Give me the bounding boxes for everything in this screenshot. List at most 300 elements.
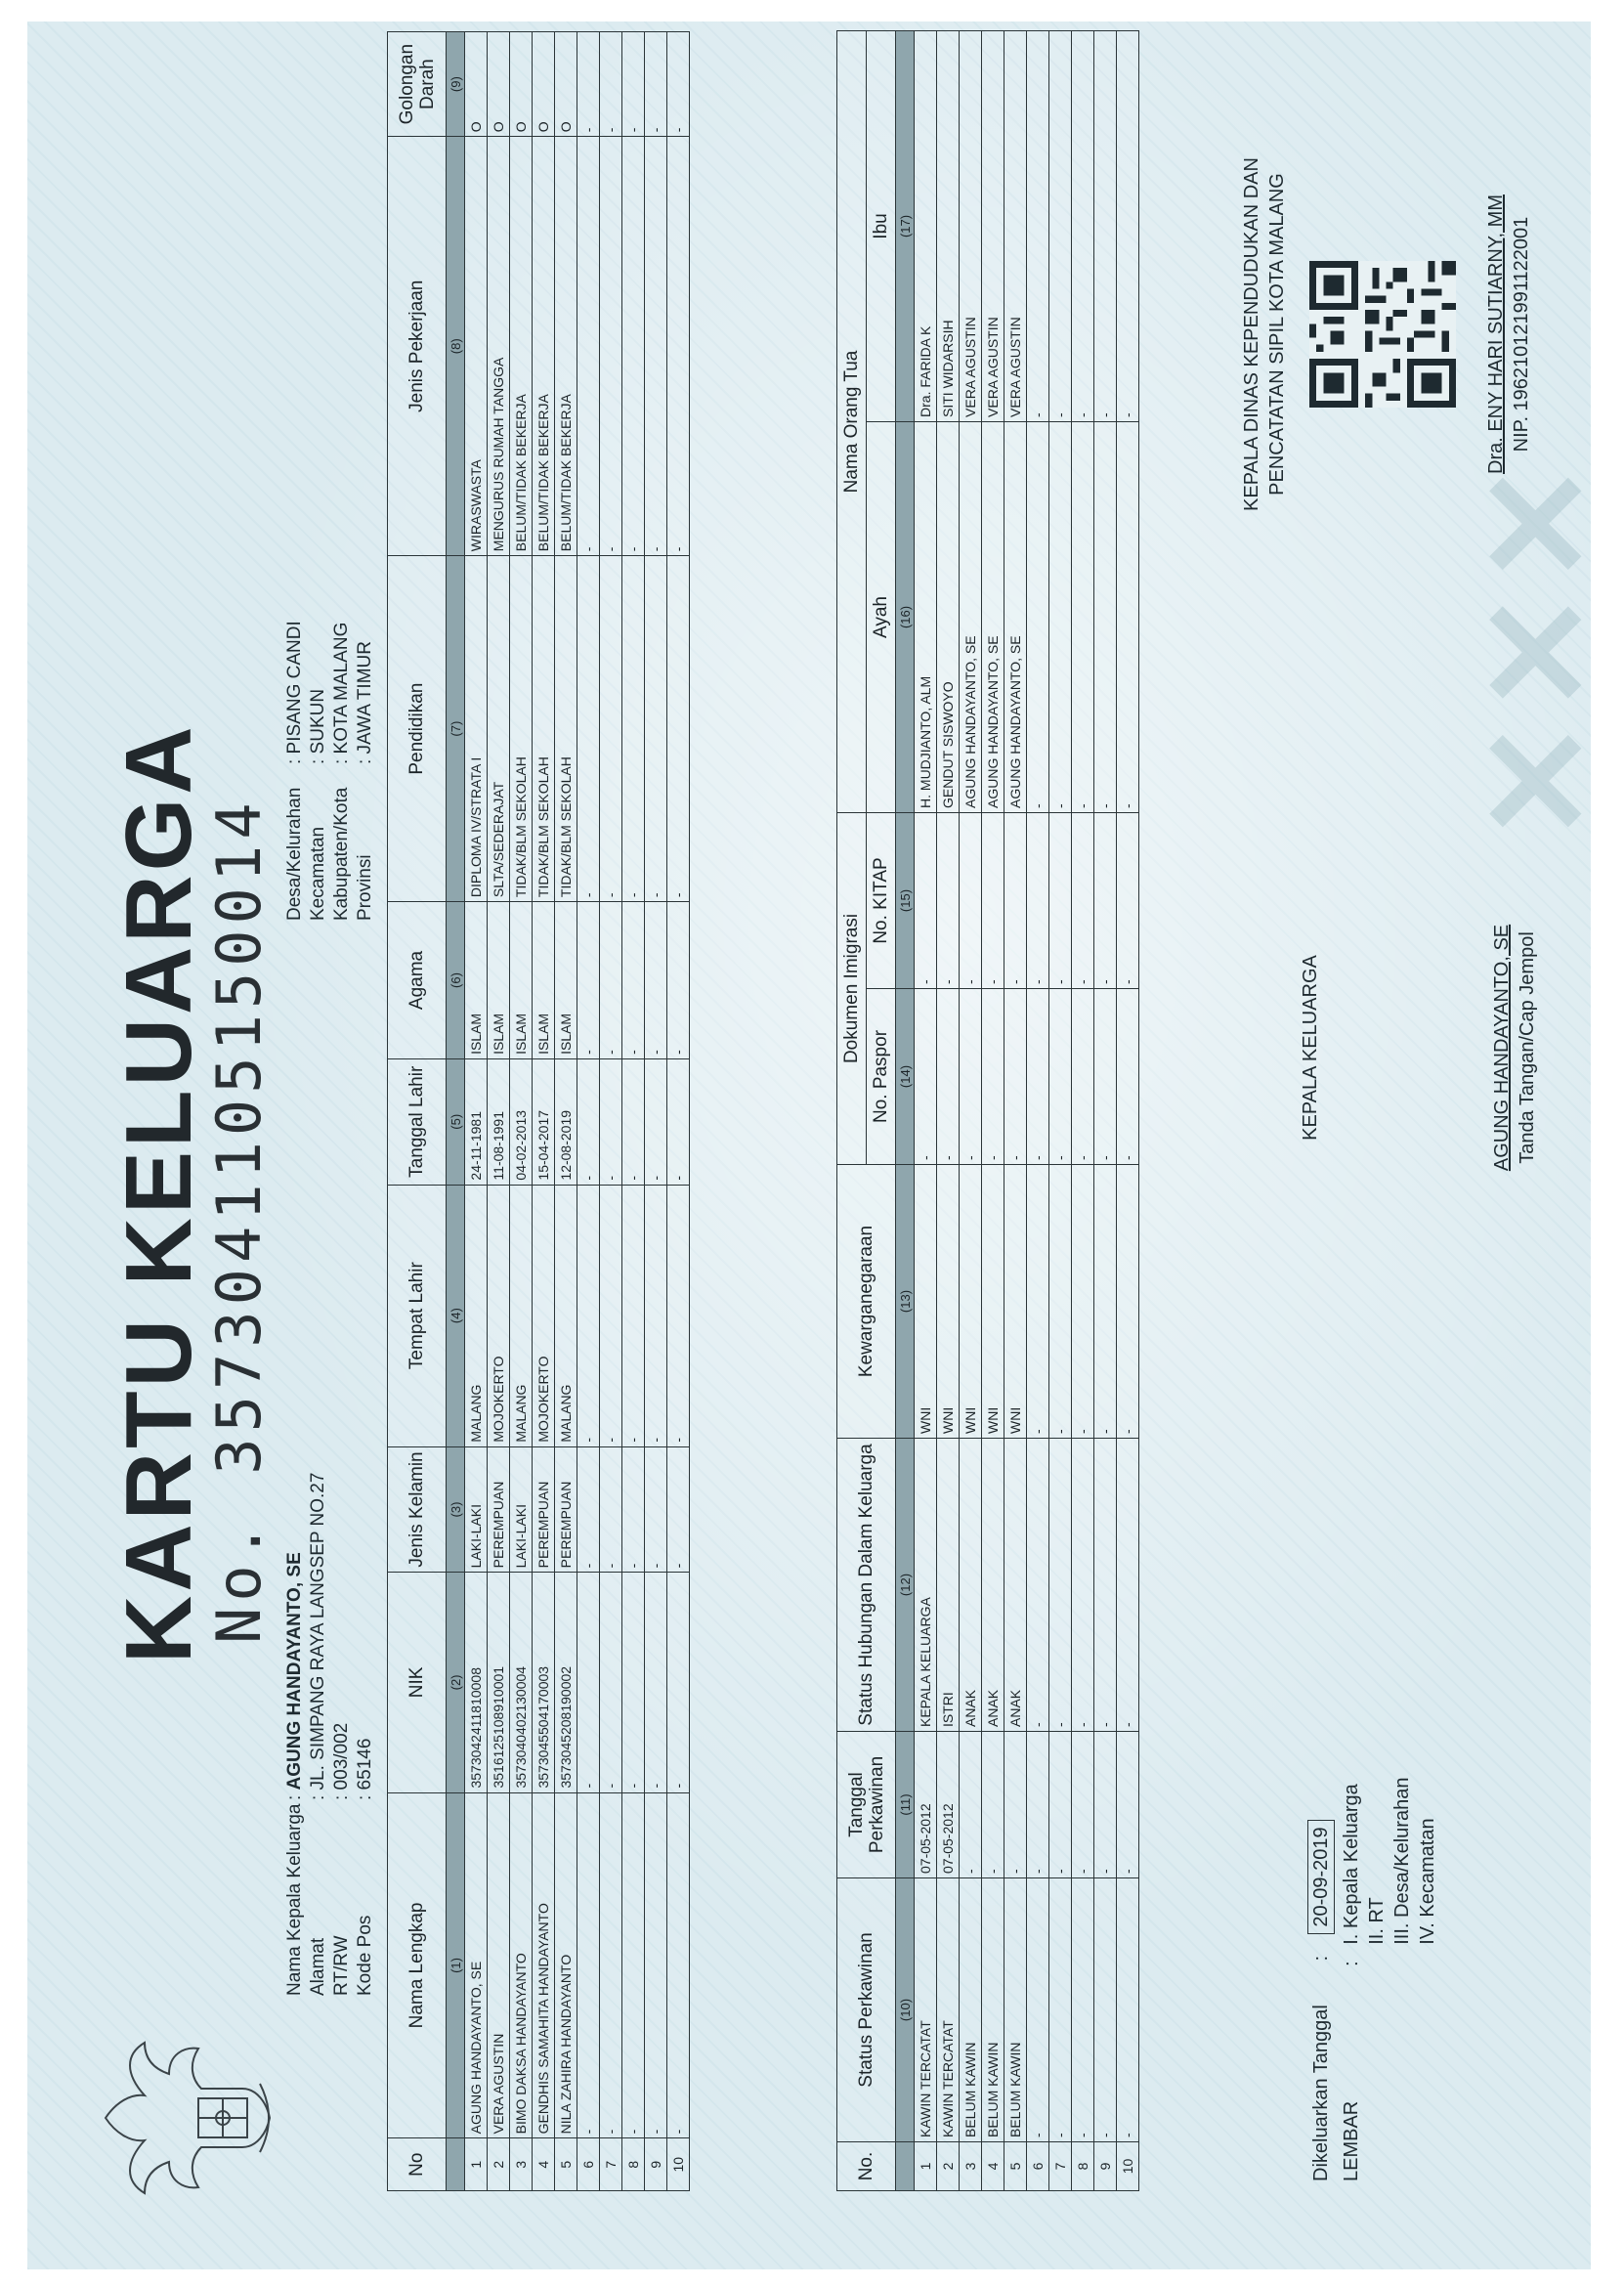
table2-cell: - bbox=[1049, 1439, 1072, 1732]
table2-cell: KAWIN TERCATAT bbox=[937, 1878, 960, 2142]
table2-row bbox=[1072, 30, 1094, 2190]
table2-cell: - bbox=[1027, 1732, 1049, 1878]
document-rotated-content bbox=[27, 22, 1620, 2269]
table1-cell: 3573042411810008 bbox=[465, 1573, 488, 1792]
table2-cell: - bbox=[1117, 30, 1139, 421]
table1-colnum: (4) bbox=[447, 1185, 465, 1446]
table1-header-pendidikan: Pendidikan bbox=[388, 556, 447, 902]
table1-cell: - bbox=[667, 1058, 690, 1185]
table2-cell: - bbox=[982, 812, 1004, 988]
table2-cell: ANAK bbox=[1004, 1439, 1027, 1732]
table1-cell: DIPLOMA IV/STRATA I bbox=[465, 556, 488, 902]
table2-cell: - bbox=[1049, 1878, 1072, 2142]
document-title: KARTU KELUARGA bbox=[107, 722, 211, 1663]
table2-row bbox=[1027, 30, 1049, 2190]
table1-cell: - bbox=[622, 32, 645, 137]
table2-cell: Dra. FARIDA K bbox=[915, 30, 937, 421]
table2-cell: - bbox=[1094, 1878, 1117, 2142]
table1-cell: - bbox=[577, 137, 600, 556]
table1-colnum: (1) bbox=[447, 1792, 465, 2138]
header-kec-value: SUKUN bbox=[308, 688, 328, 755]
table2-cell: 8 bbox=[1072, 2142, 1094, 2191]
lembar-list bbox=[1339, 1778, 1440, 1945]
table2-colnum: (11) bbox=[896, 1732, 915, 1878]
kepala-dinas-title-1: KEPALA DINAS KEPENDUDUKAN DAN bbox=[1241, 157, 1262, 511]
table1-row bbox=[488, 32, 510, 2191]
family-members-table bbox=[387, 31, 690, 2191]
table2-cell: 9 bbox=[1094, 2142, 1117, 2191]
colon: : bbox=[1310, 1939, 1332, 1962]
table2-cell: - bbox=[937, 812, 960, 988]
table1-cell: - bbox=[645, 556, 667, 902]
table2-header-tanggal-perkawinan: Tanggal Perkawinan bbox=[837, 1732, 896, 1878]
table1-header-pekerjaan: Jenis Pekerjaan bbox=[388, 137, 447, 556]
table1-cell: - bbox=[600, 1573, 622, 1792]
table2-header-ibu: Ibu bbox=[867, 30, 896, 421]
table2-cell: KEPALA KELUARGA bbox=[915, 1439, 937, 1732]
table1-cell: O bbox=[533, 32, 555, 137]
table1-cell: MALANG bbox=[555, 1185, 577, 1446]
table2-cell: - bbox=[1072, 421, 1094, 812]
table1-cell: 8 bbox=[622, 2138, 645, 2191]
header-nama-row bbox=[283, 1473, 307, 1996]
table1-header-agama: Agama bbox=[388, 902, 447, 1059]
table1-header-no: No bbox=[388, 2138, 447, 2191]
table1-cell: 15-04-2017 bbox=[533, 1058, 555, 1185]
table2-cell: - bbox=[1049, 421, 1072, 812]
table1-cell: - bbox=[667, 1185, 690, 1446]
table2-cell: WNI bbox=[1004, 1165, 1027, 1439]
header-alamat-value: JL. SIMPANG RAYA LANGSEP NO.27 bbox=[308, 1472, 328, 1791]
table2-colnum: (12) bbox=[896, 1439, 915, 1732]
table1-cell: O bbox=[465, 32, 488, 137]
table2-cell: - bbox=[1027, 812, 1049, 988]
table1-cell: MALANG bbox=[510, 1185, 533, 1446]
table1-header-tempat-lahir: Tempat Lahir bbox=[388, 1185, 447, 1446]
table1-cell: 3573040402130004 bbox=[510, 1573, 533, 1792]
table1-colnum: (2) bbox=[447, 1573, 465, 1792]
table1-cell: TIDAK/BLM SEKOLAH bbox=[555, 556, 577, 902]
table2-cell: - bbox=[1094, 989, 1117, 1165]
kepala-keluarga-signature-block bbox=[1298, 803, 1540, 1292]
table2-cell: 10 bbox=[1117, 2142, 1139, 2191]
table2-cell: - bbox=[1094, 812, 1117, 988]
table1-colnum: (5) bbox=[447, 1058, 465, 1185]
table1-cell: - bbox=[667, 1446, 690, 1573]
document-number: No. 3573041105150014 bbox=[203, 797, 275, 1644]
table1-cell: NILA ZAHIRA HANDAYANTO bbox=[555, 1792, 577, 2138]
table1-cell: - bbox=[622, 1058, 645, 1185]
signature-space bbox=[1323, 803, 1489, 1292]
table1-cell: - bbox=[577, 556, 600, 902]
lembar-item: III. Desa/Kelurahan bbox=[1391, 1777, 1413, 1945]
table1-cell: ISLAM bbox=[465, 902, 488, 1059]
table1-header-jk: Jenis Kelamin bbox=[388, 1446, 447, 1573]
table1-cell: MOJOKERTO bbox=[488, 1185, 510, 1446]
table1-cell: - bbox=[600, 1792, 622, 2138]
kartu-keluarga-document bbox=[27, 22, 1620, 2269]
table2-cell: ISTRI bbox=[937, 1439, 960, 1732]
table1-cell: LAKI-LAKI bbox=[465, 1446, 488, 1573]
table2-cell: - bbox=[1072, 1165, 1094, 1439]
table2-cell: - bbox=[1094, 1732, 1117, 1878]
table2-cell: 07-05-2012 bbox=[937, 1732, 960, 1878]
table1-header-nik: NIK bbox=[388, 1573, 447, 1792]
table2-header-no-paspor: No. Paspor bbox=[867, 989, 896, 1165]
table1-cell: ISLAM bbox=[510, 902, 533, 1059]
table2-cell: AGUNG HANDAYANTO, SE bbox=[982, 421, 1004, 812]
table2-colnum: (17) bbox=[896, 30, 915, 421]
footer-issue-info bbox=[1307, 1778, 1440, 2181]
table1-cell: - bbox=[645, 1792, 667, 2138]
qr-wrapper bbox=[1309, 61, 1456, 608]
table2-cell: - bbox=[1072, 1878, 1094, 2142]
table1-row bbox=[600, 32, 622, 2191]
table2-cell: BELUM KAWIN bbox=[1004, 1878, 1027, 2142]
table2-cell: - bbox=[1117, 1165, 1139, 1439]
dikeluarkan-date: 20-09-2019 bbox=[1307, 1820, 1335, 1933]
table1-column-number-row bbox=[447, 32, 465, 2191]
table2-cell: ANAK bbox=[960, 1439, 982, 1732]
table1-header-tanggal-lahir: Tanggal Lahir bbox=[388, 1058, 447, 1185]
table2-cell: SITI WIDARSIH bbox=[937, 30, 960, 421]
colon: : bbox=[331, 754, 352, 764]
lembar-label: LEMBAR bbox=[1341, 2100, 1362, 2181]
table1-cell: - bbox=[645, 32, 667, 137]
table1-cell: - bbox=[600, 902, 622, 1059]
table1-cell: - bbox=[667, 137, 690, 556]
table1-cell: 04-02-2013 bbox=[510, 1058, 533, 1185]
table1-cell: BELUM/TIDAK BEKERJA bbox=[533, 137, 555, 556]
table1-cell: PEREMPUAN bbox=[555, 1446, 577, 1573]
table1-cell: - bbox=[645, 1185, 667, 1446]
table1-cell: VERA AGUSTIN bbox=[488, 1792, 510, 2138]
table2-header-ayah: Ayah bbox=[867, 421, 896, 812]
table2-cell: - bbox=[1027, 30, 1049, 421]
table1-cell: - bbox=[622, 1792, 645, 2138]
table1-row bbox=[622, 32, 645, 2191]
table2-cell: - bbox=[1049, 1165, 1072, 1439]
table2-cell: WNI bbox=[960, 1165, 982, 1439]
lembar-item: I. Kepala Keluarga bbox=[1341, 1784, 1362, 1945]
table2-cell: H. MUDJIANTO, ALM bbox=[915, 421, 937, 812]
table2-cell: - bbox=[1072, 1732, 1094, 1878]
table1-cell: - bbox=[577, 1573, 600, 1792]
table1-cell: - bbox=[577, 1058, 600, 1185]
table2-cell: - bbox=[960, 1732, 982, 1878]
table1-cell: - bbox=[667, 1573, 690, 1792]
table1-cell: BELUM/TIDAK BEKERJA bbox=[510, 137, 533, 556]
table2-cell: - bbox=[937, 989, 960, 1165]
header-nama-label: Nama Kepala Keluarga bbox=[284, 1803, 305, 1996]
table1-row bbox=[465, 32, 488, 2191]
table1-cell: - bbox=[622, 902, 645, 1059]
table2-row bbox=[937, 30, 960, 2190]
table1-cell: GENDHIS SAMAHITA HANDAYANTO bbox=[533, 1792, 555, 2138]
table1-cell: MALANG bbox=[465, 1185, 488, 1446]
table1-cell: MOJOKERTO bbox=[533, 1185, 555, 1446]
header-prov-label: Provinsi bbox=[355, 854, 375, 921]
table2-cell: - bbox=[915, 989, 937, 1165]
table1-cell: 6 bbox=[577, 2138, 600, 2191]
table2-cell: - bbox=[1004, 989, 1027, 1165]
table2-cell: 2 bbox=[937, 2142, 960, 2191]
table1-cell: - bbox=[645, 902, 667, 1059]
table2-row bbox=[1004, 30, 1027, 2190]
table2-header-no: No. bbox=[837, 2142, 896, 2191]
table2-cell: WNI bbox=[915, 1165, 937, 1439]
table2-colnum: (13) bbox=[896, 1165, 915, 1439]
header-desa-row bbox=[283, 621, 307, 921]
table1-cell: - bbox=[600, 556, 622, 902]
table2-cell: 07-05-2012 bbox=[915, 1732, 937, 1878]
table1-cell: - bbox=[622, 137, 645, 556]
header-kodepos-label: Kode Pos bbox=[355, 1915, 375, 1996]
header-rtrw-value: 003/002 bbox=[331, 1722, 352, 1791]
table2-cell: VERA AGUSTIN bbox=[982, 30, 1004, 421]
table2-cell: WNI bbox=[982, 1165, 1004, 1439]
table1-cell: - bbox=[577, 1185, 600, 1446]
header-left-info bbox=[283, 1473, 377, 1996]
header-nama-value: AGUNG HANDAYANTO, SE bbox=[284, 1552, 305, 1791]
watermark-stamp: ✕✕✕ bbox=[1456, 455, 1620, 842]
table1-cell: - bbox=[577, 1792, 600, 2138]
table2-cell: - bbox=[1094, 421, 1117, 812]
table1-cell: 10 bbox=[667, 2138, 690, 2191]
table1-cell: - bbox=[577, 1446, 600, 1573]
header-kodepos-value: 65146 bbox=[355, 1738, 375, 1791]
table1-row bbox=[645, 32, 667, 2191]
table2-cell: - bbox=[1049, 989, 1072, 1165]
table2-cell: - bbox=[915, 812, 937, 988]
table2-cell: VERA AGUSTIN bbox=[960, 30, 982, 421]
colon: : bbox=[355, 754, 375, 764]
table1-cell: 24-11-1981 bbox=[465, 1058, 488, 1185]
table2-cell: ANAK bbox=[982, 1439, 1004, 1732]
table2-cell: - bbox=[1117, 1732, 1139, 1878]
table1-header-golongan-darah: Golongan Darah bbox=[388, 32, 447, 137]
table2-cell: - bbox=[1027, 1439, 1049, 1732]
table2-cell: AGUNG HANDAYANTO, SE bbox=[960, 421, 982, 812]
table1-cell: ISLAM bbox=[555, 902, 577, 1059]
table2-row bbox=[982, 30, 1004, 2190]
table2-cell: VERA AGUSTIN bbox=[1004, 30, 1027, 421]
table1-cell: ISLAM bbox=[533, 902, 555, 1059]
table1-cell: - bbox=[577, 902, 600, 1059]
table1-cell: 4 bbox=[533, 2138, 555, 2191]
table1-cell: - bbox=[645, 1446, 667, 1573]
table2-column-number-row bbox=[896, 30, 915, 2190]
table1-cell: ISLAM bbox=[488, 902, 510, 1059]
garuda-emblem-icon bbox=[86, 2035, 281, 2201]
table1-cell: O bbox=[488, 32, 510, 137]
table1-cell: 3573045504170003 bbox=[533, 1573, 555, 1792]
header-desa-label: Desa/Kelurahan bbox=[284, 787, 305, 921]
table1-cell: BIMO DAKSA HANDAYANTO bbox=[510, 1792, 533, 2138]
table1-cell: - bbox=[667, 902, 690, 1059]
table1-cell: - bbox=[645, 1573, 667, 1792]
table1-row bbox=[533, 32, 555, 2191]
table2-row bbox=[960, 30, 982, 2190]
table2-body bbox=[896, 30, 1139, 2190]
table2-cell: BELUM KAWIN bbox=[960, 1878, 982, 2142]
table2-header-row-1 bbox=[837, 30, 867, 2190]
table1-colnum: (3) bbox=[447, 1446, 465, 1573]
table1-cell: TIDAK/BLM SEKOLAH bbox=[510, 556, 533, 902]
table1-cell: 12-08-2019 bbox=[555, 1058, 577, 1185]
header-kab-value: KOTA MALANG bbox=[331, 622, 352, 755]
qr-code-icon bbox=[1309, 261, 1456, 408]
table2-cell: - bbox=[1027, 1165, 1049, 1439]
table1-cell: 7 bbox=[600, 2138, 622, 2191]
table1-row bbox=[555, 32, 577, 2191]
table1-cell: 3 bbox=[510, 2138, 533, 2191]
table1-cell: - bbox=[622, 1573, 645, 1792]
table2-cell: - bbox=[1117, 989, 1139, 1165]
table1-cell: - bbox=[600, 1446, 622, 1573]
table2-cell: - bbox=[960, 989, 982, 1165]
table1-cell: O bbox=[555, 32, 577, 137]
table2-cell: - bbox=[1004, 1732, 1027, 1878]
header-alamat-label: Alamat bbox=[308, 1937, 328, 1996]
table1-row bbox=[510, 32, 533, 2191]
colon: : bbox=[308, 1790, 328, 1800]
lembar-item: IV. Kecamatan bbox=[1417, 1818, 1438, 1945]
table1-cell: 3573045208190002 bbox=[555, 1573, 577, 1792]
table2-cell: 3 bbox=[960, 2142, 982, 2191]
table1-body bbox=[447, 32, 690, 2191]
table2-row bbox=[1094, 30, 1117, 2190]
table2-cell: AGUNG HANDAYANTO, SE bbox=[1004, 421, 1027, 812]
table1-cell: LAKI-LAKI bbox=[510, 1446, 533, 1573]
table1-cell: 11-08-1991 bbox=[488, 1058, 510, 1185]
table2-cell: - bbox=[1049, 30, 1072, 421]
table1-cell: 2 bbox=[488, 2138, 510, 2191]
lembar-item: II. RT bbox=[1366, 1897, 1388, 1945]
table2-colnum: (14) bbox=[896, 989, 915, 1165]
header-rtrw-row bbox=[330, 1473, 354, 1996]
table2-cell: - bbox=[1072, 1439, 1094, 1732]
table2-row bbox=[1049, 30, 1072, 2190]
table1-colnum: (8) bbox=[447, 137, 465, 556]
table2-header-no-kitap: No. KITAP bbox=[867, 812, 896, 988]
table1-cell: - bbox=[667, 32, 690, 137]
table2-colnum: (15) bbox=[896, 812, 915, 988]
kepala-keluarga-title: KEPALA KELUARGA bbox=[1300, 955, 1321, 1141]
table2-cell: - bbox=[1117, 1439, 1139, 1732]
table1-cell: - bbox=[667, 556, 690, 902]
table2-colnum: (10) bbox=[896, 1878, 915, 2142]
kepala-keluarga-caption: Tanda Tangan/Cap Jempol bbox=[1517, 931, 1538, 1164]
table1-cell: BELUM/TIDAK BEKERJA bbox=[555, 137, 577, 556]
header-kec-label: Kecamatan bbox=[308, 826, 328, 921]
header-kec-row bbox=[307, 621, 330, 921]
table1-cell: WIRASWASTA bbox=[465, 137, 488, 556]
table1-cell: 5 bbox=[555, 2138, 577, 2191]
table1-cell: PEREMPUAN bbox=[488, 1446, 510, 1573]
table2-cell: - bbox=[1072, 989, 1094, 1165]
header-prov-row bbox=[354, 621, 377, 921]
table1-cell: AGUNG HANDAYANTO, SE bbox=[465, 1792, 488, 2138]
table1-cell: PEREMPUAN bbox=[533, 1446, 555, 1573]
table1-colnum bbox=[447, 2138, 465, 2191]
table2-cell: - bbox=[1094, 1439, 1117, 1732]
table2-cell: 4 bbox=[982, 2142, 1004, 2191]
dikeluarkan-label: Dikeluarkan Tanggal bbox=[1310, 2005, 1332, 2181]
table1-cell: 9 bbox=[645, 2138, 667, 2191]
colon: : bbox=[284, 754, 305, 764]
kepala-dinas-title-2: PENCATATAN SIPIL KOTA MALANG bbox=[1266, 173, 1288, 496]
table1-header-row bbox=[388, 32, 447, 2191]
lembar-row bbox=[1339, 1778, 1440, 2181]
table2-cell: - bbox=[1027, 1878, 1049, 2142]
table2-cell: - bbox=[1117, 812, 1139, 988]
table2-row bbox=[1117, 30, 1139, 2190]
table2-cell: - bbox=[1049, 1732, 1072, 1878]
colon: : bbox=[355, 1790, 375, 1800]
table2-header-status-perkawinan: Status Perkawinan bbox=[837, 1878, 896, 2142]
table1-colnum: (6) bbox=[447, 902, 465, 1059]
table1-row bbox=[667, 32, 690, 2191]
header-desa-value: PISANG CANDI bbox=[284, 621, 305, 755]
table1-cell: - bbox=[645, 137, 667, 556]
table1-cell: - bbox=[622, 1446, 645, 1573]
header-kodepos-row bbox=[354, 1473, 377, 1996]
table1-cell: - bbox=[600, 137, 622, 556]
table2-cell: - bbox=[1072, 812, 1094, 988]
table2-cell: - bbox=[1094, 1165, 1117, 1439]
header-alamat-row bbox=[307, 1473, 330, 1996]
colon: : bbox=[331, 1790, 352, 1800]
table2-cell: - bbox=[1117, 1878, 1139, 2142]
table2-colnum bbox=[896, 2142, 915, 2191]
header-kab-row bbox=[330, 621, 354, 921]
table2-cell: - bbox=[1027, 989, 1049, 1165]
table1-row bbox=[577, 32, 600, 2191]
kepala-dinas-name: Dra. ENY HARI SUTIARNY, MM bbox=[1485, 194, 1507, 474]
table1-cell: 3516125108910001 bbox=[488, 1573, 510, 1792]
table2-cell: - bbox=[1117, 421, 1139, 812]
header-rtrw-label: RT/RW bbox=[331, 1935, 352, 1996]
kepala-keluarga-name: AGUNG HANDAYANTO, SE bbox=[1491, 924, 1513, 1172]
table2-cell: - bbox=[1004, 812, 1027, 988]
table2-cell: BELUM KAWIN bbox=[982, 1878, 1004, 2142]
table2-cell: KAWIN TERCATAT bbox=[915, 1878, 937, 2142]
table2-header-kewarganegaraan: Kewarganegaraan bbox=[837, 1165, 896, 1439]
table2-cell: - bbox=[960, 812, 982, 988]
table2-header-nama-orang-tua: Nama Orang Tua bbox=[837, 30, 867, 812]
header-right-info bbox=[283, 621, 377, 921]
table2-cell: - bbox=[1049, 812, 1072, 988]
colon: : bbox=[284, 1790, 305, 1800]
table1-cell: - bbox=[600, 1185, 622, 1446]
table2-row bbox=[915, 30, 937, 2190]
table2-cell: - bbox=[982, 989, 1004, 1165]
civil-status-table bbox=[836, 30, 1139, 2191]
colon: : bbox=[1341, 1944, 1362, 1966]
kepala-dinas-signature-block bbox=[1239, 61, 1534, 608]
table2-cell: 7 bbox=[1049, 2142, 1072, 2191]
colon: : bbox=[308, 754, 328, 764]
header-prov-value: JAWA TIMUR bbox=[355, 641, 375, 755]
table1-cell: - bbox=[622, 556, 645, 902]
table1-cell: - bbox=[577, 32, 600, 137]
table1-header-nama: Nama Lengkap bbox=[388, 1792, 447, 2138]
table2-cell: GENDUT SISWOYO bbox=[937, 421, 960, 812]
table2-cell: 6 bbox=[1027, 2142, 1049, 2191]
table2-cell: WNI bbox=[937, 1165, 960, 1439]
table2-colnum: (16) bbox=[896, 421, 915, 812]
